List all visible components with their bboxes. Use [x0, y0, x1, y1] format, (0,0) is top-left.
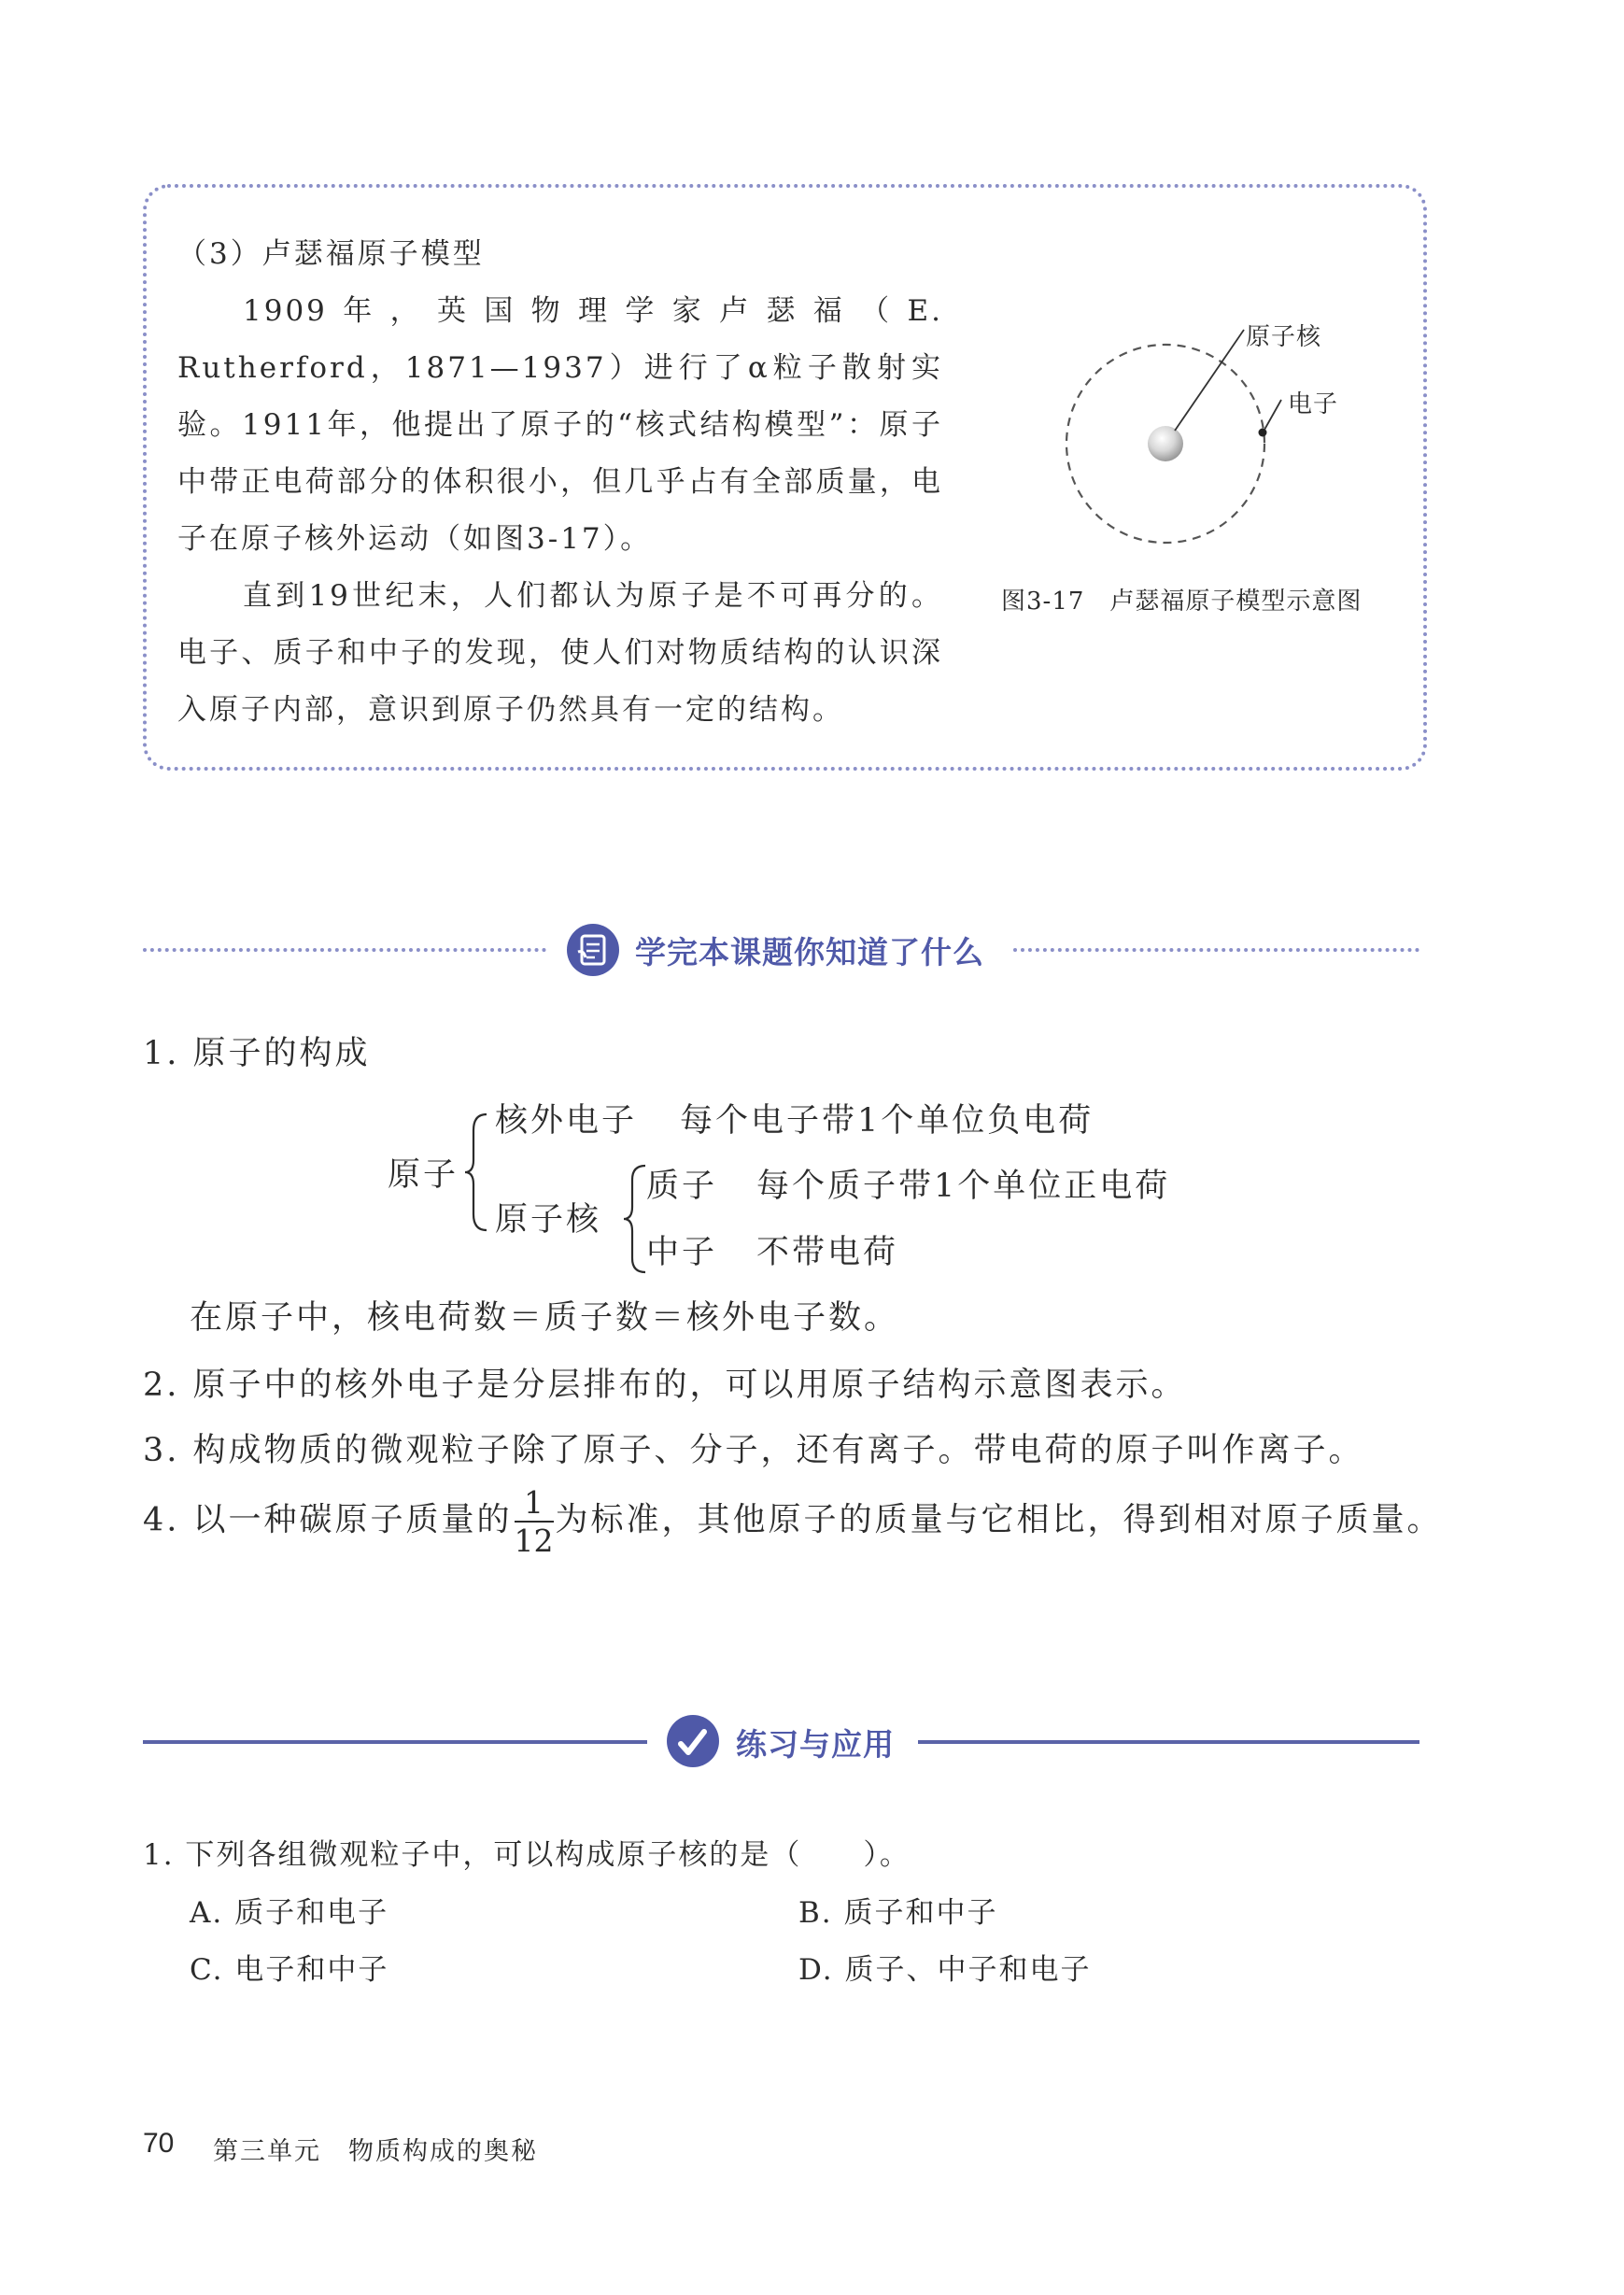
page-number: 70 [143, 2128, 175, 2159]
summary-item-4 [143, 1484, 1443, 1559]
struct-neutron: 中子 [646, 1234, 718, 1271]
summary-item-4-post: 为标准，其他原子的质量与它相比，得到相对原子质量。 [555, 1501, 1443, 1539]
box-paragraph-2: 直到19世纪末，人们都认为原子是不可再分的。电子、质子和中子的发现，使人们对物质结构的认识深入原子内部，意识到原子仍然具有一定的结构。 [177, 579, 943, 727]
electron-pointer [1264, 400, 1281, 430]
struct-proton-desc: 每个质子带1个单位正电荷 [756, 1168, 1171, 1205]
option-c: C. 电子和中子 [190, 1953, 389, 1987]
option-d: D. 质子、中子和电子 [798, 1953, 1092, 1987]
exercise-title: 练习与应用 [736, 1726, 895, 1763]
label-electron: 电子 [1288, 390, 1339, 418]
option-b: B. 质子和中子 [798, 1896, 998, 1930]
summary-item-2: 2. 原子中的核外电子是分层排布的，可以用原子结构示意图表示。 [143, 1367, 1187, 1404]
summary-divider-right [1013, 948, 1419, 952]
exercise-divider-left [143, 1740, 647, 1744]
pen-check-icon [667, 1715, 719, 1767]
brace-nucleus [621, 1163, 649, 1275]
summary-item-4-pre: 4. 以一种碳原子质量的 [143, 1501, 513, 1539]
chapter-title: 第三单元 物质构成的奥秘 [213, 2137, 538, 2166]
rutherford-model-figure [1027, 299, 1419, 598]
label-nucleus: 原子核 [1246, 323, 1322, 351]
figure-caption: 图3-17 卢瑟福原子模型示意图 [1001, 588, 1363, 616]
brace-atom [462, 1112, 490, 1233]
summary-item-3: 3. 构成物质的微观粒子除了原子、分子，还有离子。带电荷的原子叫作离子。 [143, 1432, 1364, 1469]
fraction-numerator: 1 [515, 1487, 554, 1523]
question-1: 1. 下列各组微观粒子中，可以构成原子核的是（ ）。 [143, 1838, 911, 1872]
electron-dot [1259, 429, 1267, 437]
notebook-icon [567, 924, 619, 976]
summary-item-1-title: 1. 原子的构成 [143, 1035, 371, 1072]
fraction-one-twelfth [514, 1484, 554, 1559]
struct-electrons-desc: 每个电子带1个单位负电荷 [680, 1102, 1094, 1140]
summary-equation: 在原子中，核电荷数＝质子数＝核外电子数。 [190, 1299, 900, 1337]
exercise-divider-right [918, 1740, 1419, 1744]
summary-divider-left [143, 948, 546, 952]
struct-neutron-desc: 不带电荷 [756, 1234, 899, 1271]
struct-nucleus: 原子核 [495, 1201, 602, 1239]
box-paragraph-1: 1909年，英国物理学家卢瑟福（E. Rutherford，1871—1937）进行了α粒子散射实验。1911年，他提出了原子的“核式结构模型”：原子中带正电荷部分的体积很小，但几乎占有全部质量，电子在原子核外运动（如图3-17）。 [177, 294, 943, 556]
struct-atom: 原子 [388, 1156, 459, 1194]
summary-title: 学完本课题你知道了什么 [635, 934, 984, 970]
struct-electrons: 核外电子 [495, 1102, 638, 1140]
struct-proton: 质子 [646, 1168, 718, 1205]
nucleus-sphere [1148, 426, 1183, 461]
nucleus-pointer [1175, 330, 1244, 431]
fraction-denominator: 12 [514, 1523, 554, 1559]
box-heading: （3）卢瑟福原子模型 [177, 237, 485, 271]
option-a: A. 质子和电子 [190, 1896, 389, 1930]
